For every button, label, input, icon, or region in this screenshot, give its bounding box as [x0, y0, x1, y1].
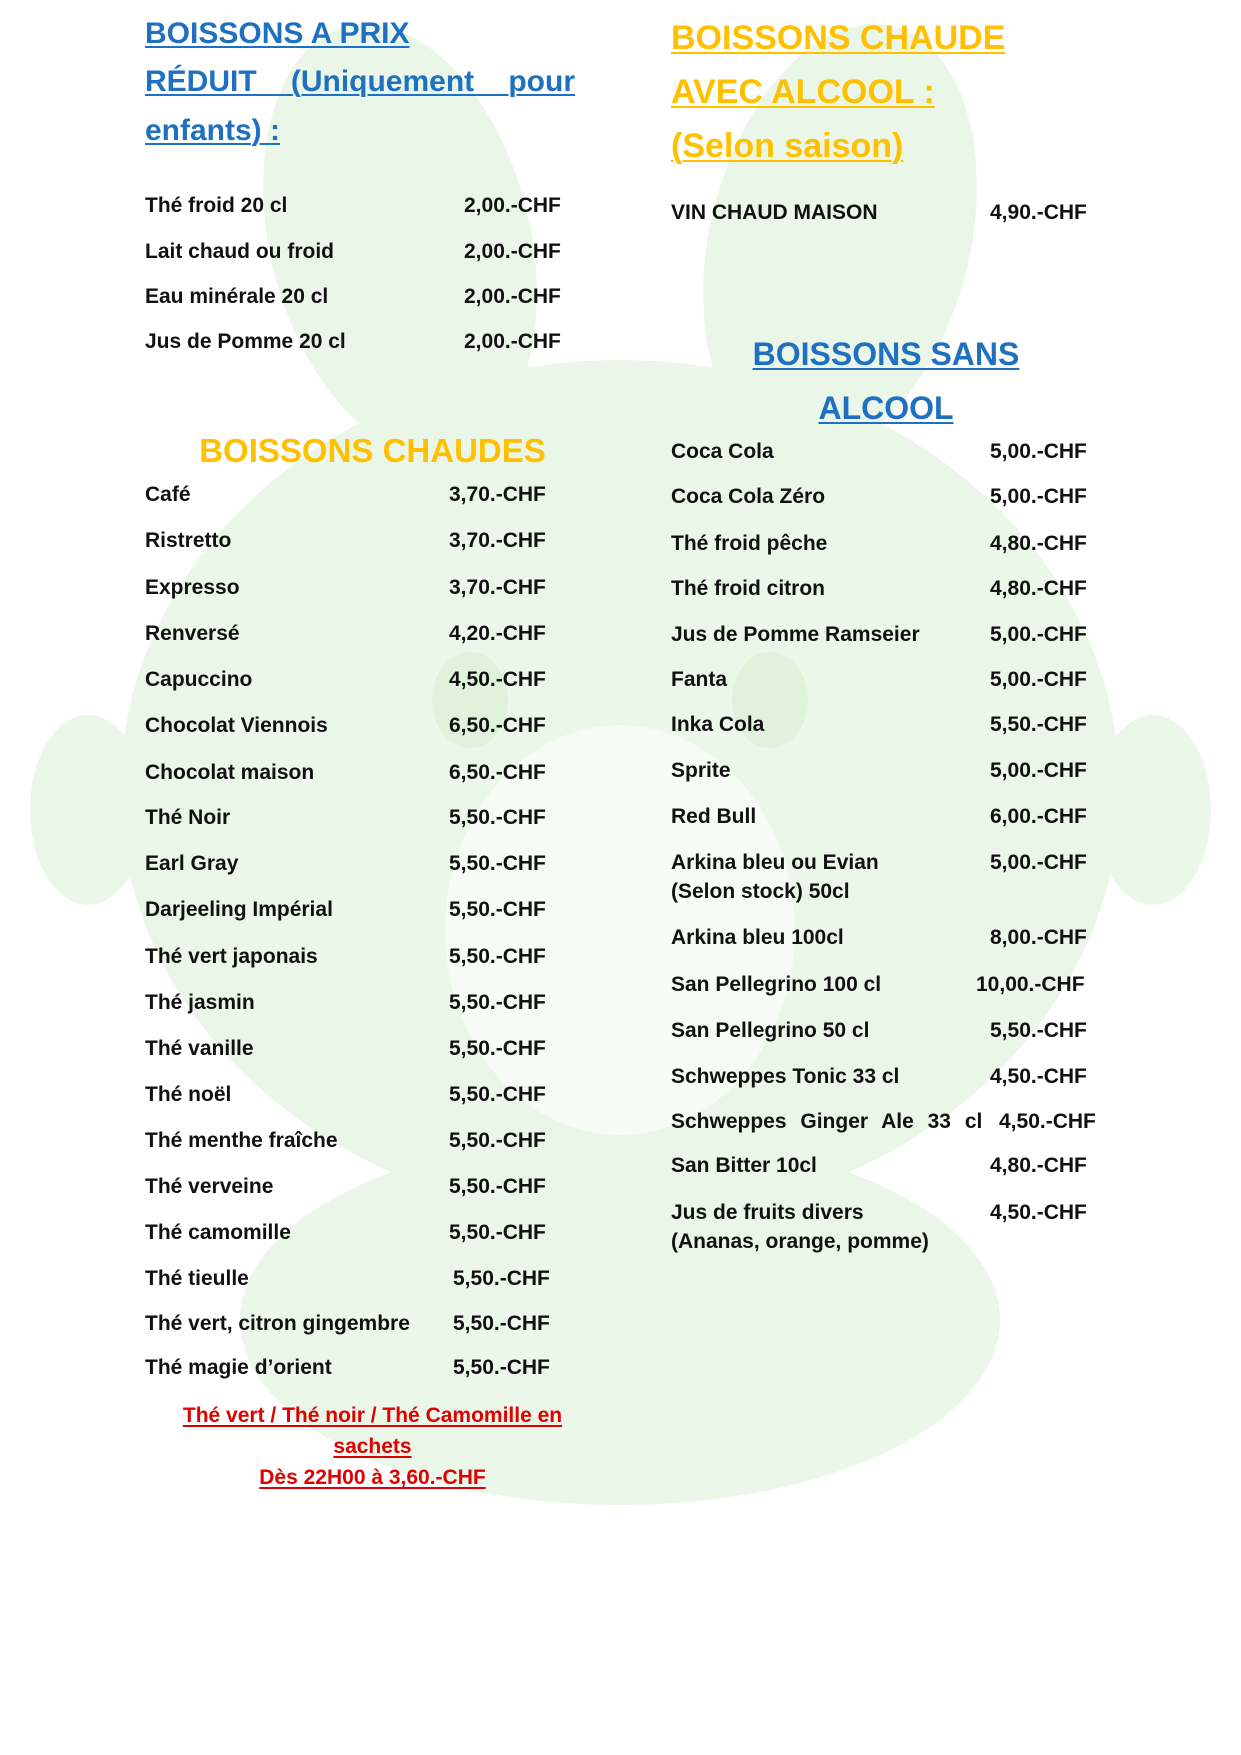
item-name: Thé vert japonais — [145, 945, 318, 968]
item-price: 5,50.-CHF — [449, 991, 546, 1014]
item-price: 2,00.-CHF — [464, 330, 561, 353]
item-price: 5,00.-CHF — [990, 759, 1087, 782]
item-name: San Pellegrino 100 cl — [671, 973, 882, 996]
item-price: 5,50.-CHF — [449, 806, 546, 829]
item-price: 5,00.-CHF — [990, 485, 1087, 508]
item-price: 4,50.-CHF — [449, 668, 546, 691]
item-name: Coca Cola — [671, 440, 774, 463]
item-name: Darjeeling Impérial — [145, 898, 333, 921]
item-price: 8,00.-CHF — [990, 926, 1087, 949]
item-name: Thé froid 20 cl — [145, 194, 288, 217]
item-name: Thé camomille — [145, 1221, 291, 1244]
item-name: Arkina bleu 100cl — [671, 926, 844, 949]
item-name-detail: (Selon stock) 50cl — [671, 880, 850, 903]
item-price: 10,00.-CHF — [976, 973, 1085, 996]
item-name: Eau minérale 20 cl — [145, 285, 329, 308]
item-name: Chocolat Viennois — [145, 714, 328, 737]
item-name: Chocolat maison — [145, 761, 315, 784]
item-price: 5,50.-CHF — [990, 1019, 1087, 1042]
item-name: Café — [145, 483, 191, 506]
item-price: 6,00.-CHF — [990, 805, 1087, 828]
item-price: 5,50.-CHF — [449, 1083, 546, 1106]
item-name: Coca Cola Zéro — [671, 485, 826, 508]
item-price: 4,80.-CHF — [990, 1154, 1087, 1177]
item-price: 5,00.-CHF — [990, 668, 1087, 691]
item-price: 4,90.-CHF — [990, 201, 1087, 224]
item-name: Thé Noir — [145, 806, 231, 829]
item-price: 2,00.-CHF — [464, 194, 561, 217]
section-title-line: BOISSONS SANS — [752, 336, 1020, 372]
item-name: Thé noël — [145, 1083, 232, 1106]
item-name-detail: (Ananas, orange, pomme) — [671, 1230, 929, 1253]
item-price: 3,70.-CHF — [449, 576, 546, 599]
section-title-line: BOISSONS A PRIX — [145, 17, 410, 50]
section-title-line: (Selon saison) — [671, 127, 904, 165]
item-name: Fanta — [671, 668, 728, 691]
item-price: 5,50.-CHF — [449, 1221, 546, 1244]
item-name: Lait chaud ou froid — [145, 240, 334, 263]
item-name: Thé verveine — [145, 1175, 274, 1198]
item-price: 5,50.-CHF — [990, 713, 1087, 736]
item-name: Thé vert, citron gingembre — [145, 1312, 410, 1335]
item-price: 5,50.-CHF — [449, 945, 546, 968]
item-name: Thé magie d’orient — [145, 1356, 332, 1379]
item-price: 5,50.-CHF — [453, 1267, 550, 1290]
item-price: 6,50.-CHF — [449, 714, 546, 737]
item-name: Arkina bleu ou Evian — [671, 851, 879, 874]
item-price: 4,50.-CHF — [990, 1065, 1087, 1088]
item-price: 2,00.-CHF — [464, 285, 561, 308]
item-price: 4,20.-CHF — [449, 622, 546, 645]
item-name: Inka Cola — [671, 713, 765, 736]
item-price: 2,00.-CHF — [464, 240, 561, 263]
item-name: San Pellegrino 50 cl — [671, 1019, 870, 1042]
section-title-line: BOISSONS CHAUDE — [671, 19, 1006, 57]
section-title: BOISSONS CHAUDES — [199, 432, 546, 469]
item-price: 5,50.-CHF — [449, 1037, 546, 1060]
item-name: VIN CHAUD MAISON — [671, 201, 878, 224]
item-name: Sprite — [671, 759, 731, 782]
item-name: Jus de Pomme 20 cl — [145, 330, 346, 353]
section-title-line: ALCOOL — [818, 390, 954, 426]
item-price: 3,70.-CHF — [449, 529, 546, 552]
item-price: 5,00.-CHF — [990, 440, 1087, 463]
item-price: 6,50.-CHF — [449, 761, 546, 784]
item-price: 5,50.-CHF — [449, 898, 546, 921]
item-name: Thé froid pêche — [671, 532, 828, 555]
item-price: 5,50.-CHF — [449, 1129, 546, 1152]
item-name: Thé jasmin — [145, 991, 255, 1014]
item-name: Thé froid citron — [671, 577, 825, 600]
item-name: Capuccino — [145, 668, 253, 691]
note-line: Thé vert / Thé noir / Thé Camomille en — [182, 1404, 563, 1427]
item-price: 5,00.-CHF — [990, 851, 1087, 874]
item-name: Thé tieulle — [145, 1267, 249, 1290]
item-name: Expresso — [145, 576, 240, 599]
note-line: Dès 22H00 à 3,60.-CHF — [259, 1466, 486, 1489]
item-name: Thé vanille — [145, 1037, 254, 1060]
section-title-line: RÉDUIT (Uniquement pour — [145, 65, 575, 98]
item-price: 5,50.-CHF — [449, 1175, 546, 1198]
item-name: Schweppes Ginger Ale 33 cl — [671, 1110, 983, 1133]
item-name: Renversé — [145, 622, 240, 645]
item-price: 4,50.-CHF — [990, 1201, 1087, 1224]
item-name: Red Bull — [671, 805, 757, 828]
item-price: 4,80.-CHF — [990, 577, 1087, 600]
item-name: Earl Gray — [145, 852, 239, 875]
item-name: Jus de fruits divers — [671, 1201, 864, 1224]
section-title-line: AVEC ALCOOL : — [671, 73, 935, 111]
item-name: Ristretto — [145, 529, 232, 552]
item-price: 3,70.-CHF — [449, 483, 546, 506]
item-price: 4,50.-CHF — [999, 1110, 1096, 1133]
item-name: San Bitter 10cl — [671, 1154, 817, 1177]
section-title-line: enfants) : — [145, 114, 280, 147]
item-name: Schweppes Tonic 33 cl — [671, 1065, 900, 1088]
section-title — [671, 335, 1101, 389]
item-price: 5,50.-CHF — [453, 1312, 550, 1335]
item-price: 4,80.-CHF — [990, 532, 1087, 555]
item-name: Jus de Pomme Ramseier — [671, 623, 920, 646]
item-price: 5,50.-CHF — [449, 852, 546, 875]
note-line: sachets — [333, 1435, 412, 1458]
tea-bag-note — [145, 1400, 600, 1493]
item-name: Thé menthe fraîche — [145, 1129, 338, 1152]
item-price: 5,50.-CHF — [453, 1356, 550, 1379]
item-price: 5,00.-CHF — [990, 623, 1087, 646]
